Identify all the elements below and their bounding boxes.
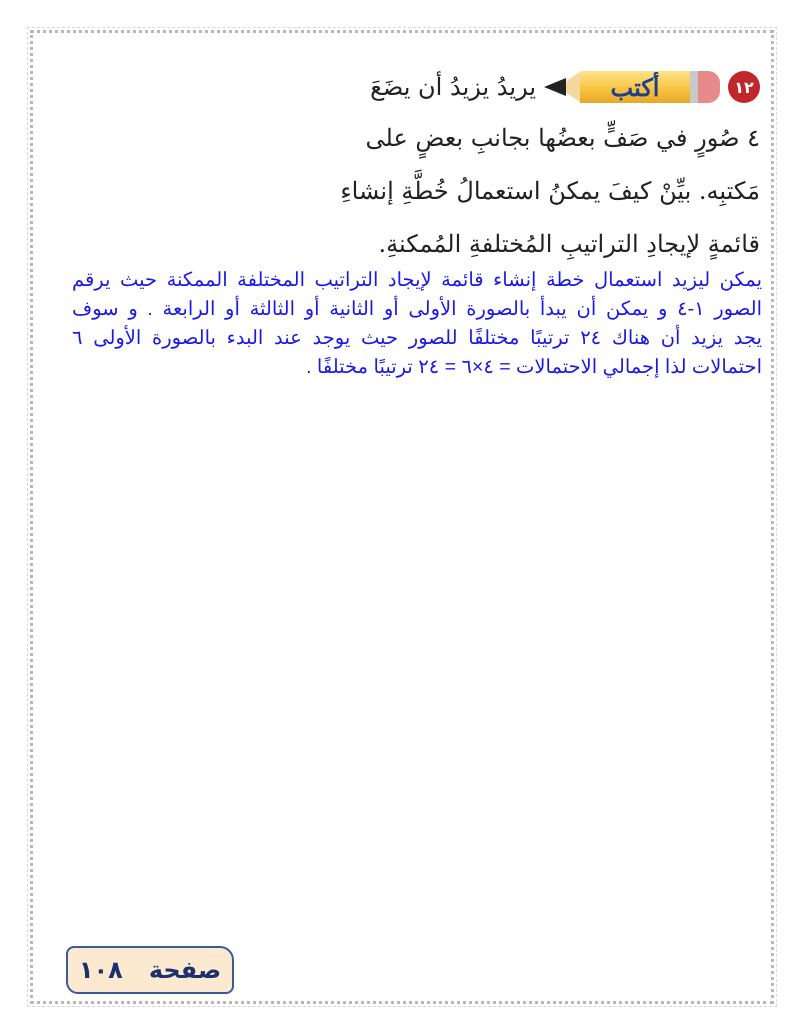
pencil-ferrule xyxy=(690,71,698,103)
answer-block xyxy=(72,266,762,382)
pencil-tip xyxy=(544,78,566,96)
page-number-badge xyxy=(66,946,234,994)
pencil-eraser xyxy=(698,71,720,103)
question-block xyxy=(300,62,760,271)
question-line: ٤ صُورٍ في صَفٍّ بعضُها بجانبِ بعضٍ على xyxy=(365,124,760,152)
page-label: صفحة xyxy=(148,956,222,984)
pencil-wood xyxy=(566,72,580,102)
write-label: أكتب xyxy=(580,71,690,103)
pencil-icon xyxy=(544,70,720,104)
question-line: يريدُ يزيدُ أن يضَعَ xyxy=(370,72,536,101)
question-number-badge: ١٢ xyxy=(728,71,760,103)
answer-line: الصور ١-٤ و يمكن أن يبدأ بالصورة الأولى أو الثانية أو الثالثة أو الرابعة . و سوف xyxy=(72,298,762,320)
answer-line: يجد يزيد أن هناك ٢٤ ترتيبًا مختلفًا للصور حيث يوجد عند البدء بالصورة الأولى ٦ xyxy=(72,327,762,349)
question-header xyxy=(300,62,760,112)
question-line: قائمةٍ لإيجادِ التراتيبِ المُختلفةِ المُمكنةِ. xyxy=(378,230,760,258)
question-line: مَكتبِه. بيِّنْ كيفَ يمكنُ استعمالُ خُطَّةِ إنشاءِ xyxy=(340,177,760,205)
answer-line: احتمالات لذا إجمالي الاحتمالات = ٤×٦ = ٢٤ ترتيبًا مختلفًا . xyxy=(306,356,762,378)
page-number: ١٠٨ xyxy=(78,956,123,984)
answer-line: يمكن ليزيد استعمال خطة إنشاء قائمة لإيجاد التراتيب المختلفة الممكنة حيث يرقم xyxy=(72,269,762,291)
